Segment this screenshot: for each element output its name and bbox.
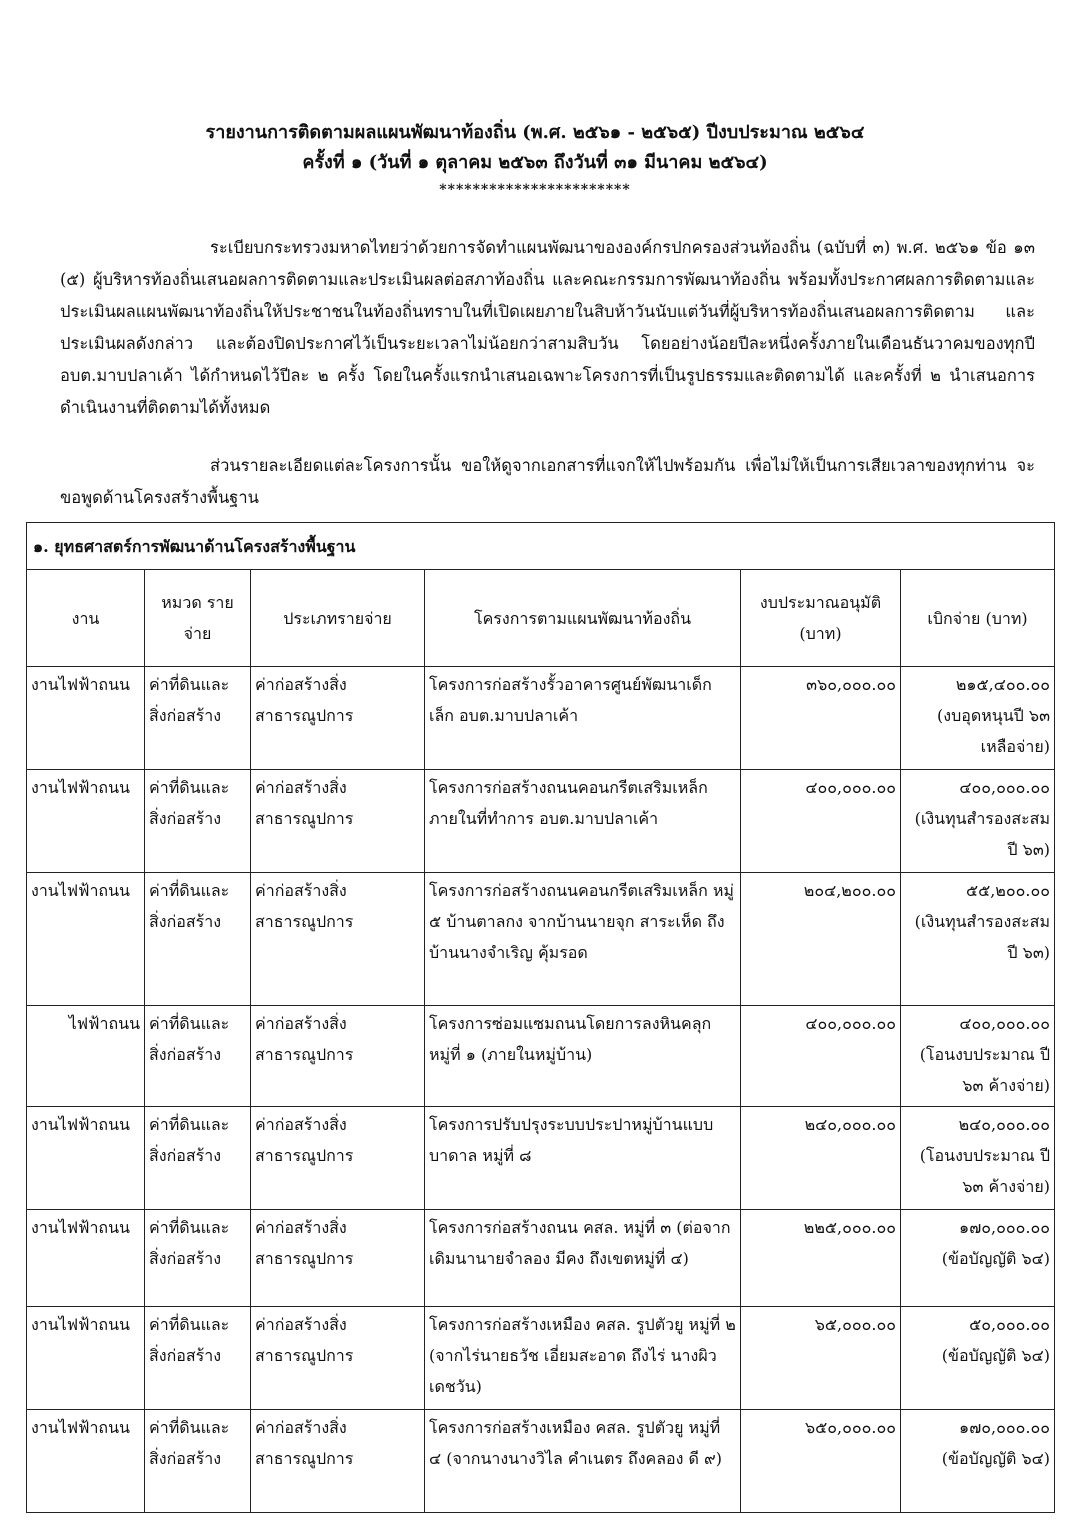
cell-work: งานไฟฟ้าถนน [27,873,145,1006]
cell-type: ค่าก่อสร้างสิ่งสาธารณูปการ [251,1210,425,1307]
disbursed-note: (โอนงบประมาณ ปี ๖๓ ค้างจ่าย) [919,1146,1050,1196]
cell-work: งานไฟฟ้าถนน [27,1307,145,1410]
table-row [27,770,1055,873]
cell-budget: ๒๐๔,๒๐๐.๐๐ [741,873,901,1006]
disbursed-note: (ข้อบัญญัติ ๖๔) [941,1346,1050,1365]
header-category: หมวด รายจ่าย [145,570,251,667]
cell-budget: ๔๐๐,๐๐๐.๐๐ [741,1006,901,1107]
cell-disbursed [901,667,1055,770]
report-header [0,118,1070,202]
intro-paragraph-1-text: ระเบียบกระทรวงมหาดไทยว่าด้วยการจัดทำแผนพัฒนาขององค์กรปกครองส่วนท้องถิ่น (ฉบับที่ ๓) พ.ศ. ๒๕๖๑ ข้อ ๑๓ (๕) ผู้บริหารท้องถิ่นเสนอผลการติดตามและประเมินผลต่อสภาท้องถิ่น และคณะกรรมการพัฒนาท้องถิ่น พร้อมทั้งประกาศผลการติดตามและประเมินผลแผนพัฒนาท้องถิ่นให้ประชาชนในท้องถิ่นทราบในที่เปิดเผยภายในสิบห้าวันนับแต่วันที่ผู้บริหารท้องถิ่นเสนอผลการติดตาม และประเมินผลดังกล่าว และต้องปิดประกาศไว้เป็นระยะเวลาไม่น้อยกว่าสามสิบวัน โดยอย่างน้อยปีละหนึ่งครั้งภายในเดือนธันวาคมของทุกปี อบต.มาบปลาเค้า ได้กำหนดไว้ปีละ ๒ ครั้ง โดยในครั้งแรกนำเสนอเฉพาะโครงการที่เป็นรูปธรรมและติดตามได้ และครั้งที่ ๒ นำเสนอการดำเนินงานที่ติดตามได้ทั้งหมด [60,238,1035,417]
cell-disbursed [901,1307,1055,1410]
cell-category: ค่าที่ดินและสิ่งก่อสร้าง [145,770,251,873]
cell-budget: ๔๐๐,๐๐๐.๐๐ [741,770,901,873]
cell-type: ค่าก่อสร้างสิ่งสาธารณูปการ [251,873,425,1006]
disbursed-amount: ๕๐,๐๐๐.๐๐ [969,1315,1050,1334]
disbursed-note: (โอนงบประมาณ ปี ๖๓ ค้างจ่าย) [919,1045,1050,1095]
cell-disbursed [901,1107,1055,1210]
disbursed-amount: ๕๕,๒๐๐.๐๐ [966,881,1050,900]
table-row [27,1307,1055,1410]
report-period: ครั้งที่ ๑ (วันที่ ๑ ตุลาคม ๒๕๖๓ ถึงวันที่ ๓๑ มีนาคม ๒๕๖๔) [302,152,768,173]
project-table [26,522,1055,1513]
cell-type: ค่าก่อสร้างสิ่งสาธารณูปการ [251,1107,425,1210]
table-row [27,1410,1055,1513]
disbursed-note: (งบอุดหนุนปี ๖๓ เหลือจ่าย) [937,706,1050,756]
cell-project: โครงการก่อสร้างรั้วอาคารศูนย์พัฒนาเด็กเล็ก อบต.มาบปลาเค้า [425,667,741,770]
disbursed-amount: ๒๑๕,๔๐๐.๐๐ [955,675,1050,694]
table-row [27,873,1055,1006]
disbursed-note: (เงินทุนสำรองสะสม ปี ๖๓) [914,809,1050,859]
cell-type: ค่าก่อสร้างสิ่งสาธารณูปการ [251,1307,425,1410]
disbursed-note: (ข้อบัญญัติ ๖๔) [941,1249,1050,1268]
cell-budget: ๖๕,๐๐๐.๐๐ [741,1307,901,1410]
header-project: โครงการตามแผนพัฒนาท้องถิ่น [425,570,741,667]
cell-type: ค่าก่อสร้างสิ่งสาธารณูปการ [251,667,425,770]
table-row [27,1107,1055,1210]
report-title: รายงานการติดตามผลแผนพัฒนาท้องถิ่น (พ.ศ. ๒๕๖๑ - ๒๕๖๕) ปีงบประมาณ ๒๕๖๔ [205,122,865,143]
cell-category: ค่าที่ดินและสิ่งก่อสร้าง [145,667,251,770]
cell-project: โครงการก่อสร้างถนน คสล. หมู่ที่ ๓ (ต่อจากเดิมนานายจำลอง มีคง ถึงเขตหมู่ที่ ๔) [425,1210,741,1307]
cell-category: ค่าที่ดินและสิ่งก่อสร้าง [145,1107,251,1210]
header-type: ประเภทรายจ่าย [251,570,425,667]
cell-work: งานไฟฟ้าถนน [27,667,145,770]
cell-budget: ๒๒๕,๐๐๐.๐๐ [741,1210,901,1307]
cell-budget: ๓๖๐,๐๐๐.๐๐ [741,667,901,770]
cell-budget: ๖๕๐,๐๐๐.๐๐ [741,1410,901,1513]
cell-work: งานไฟฟ้าถนน [27,770,145,873]
section-title: ๑. ยุทธศาสตร์การพัฒนาด้านโครงสร้างพื้นฐาน [27,523,1055,570]
cell-category: ค่าที่ดินและสิ่งก่อสร้าง [145,873,251,1006]
cell-category: ค่าที่ดินและสิ่งก่อสร้าง [145,1210,251,1307]
cell-type: ค่าก่อสร้างสิ่งสาธารณูปการ [251,1410,425,1513]
cell-category: ค่าที่ดินและสิ่งก่อสร้าง [145,1410,251,1513]
cell-project: โครงการก่อสร้างเหมือง คสล. รูปตัวยู หมู่ที่ ๒ (จากไร่นายธวัช เอี่ยมสะอาด ถึงไร่ นางผิว เดชวัน) [425,1307,741,1410]
intro-paragraph-1 [60,232,1035,424]
cell-work: ไฟฟ้าถนน [27,1006,145,1107]
cell-disbursed [901,1410,1055,1513]
cell-project: โครงการปรับปรุงระบบประปาหมู่บ้านแบบบาดาล หมู่ที่ ๘ [425,1107,741,1210]
cell-disbursed [901,770,1055,873]
table-row [27,1006,1055,1107]
cell-disbursed [901,1210,1055,1307]
cell-category: ค่าที่ดินและสิ่งก่อสร้าง [145,1006,251,1107]
cell-type: ค่าก่อสร้างสิ่งสาธารณูปการ [251,770,425,873]
cell-budget: ๒๔๐,๐๐๐.๐๐ [741,1107,901,1210]
cell-work: งานไฟฟ้าถนน [27,1210,145,1307]
disbursed-amount: ๔๐๐,๐๐๐.๐๐ [959,1014,1050,1033]
intro-paragraph-2-text: ส่วนรายละเอียดแต่ละโครงการนั้น ขอให้ดูจากเอกสารที่แจกให้ไปพร้อมกัน เพื่อไม่ให้เป็นการเสียเวลาของทุกท่าน จะขอพูดด้านโครงสร้างพื้นฐาน [60,456,1035,507]
table-row [27,1210,1055,1307]
disbursed-note: (ข้อบัญญัติ ๖๔) [941,1449,1050,1468]
disbursed-amount: ๑๗๐,๐๐๐.๐๐ [959,1218,1050,1237]
disbursed-amount: ๑๗๐,๐๐๐.๐๐ [959,1418,1050,1437]
disbursed-amount: ๔๐๐,๐๐๐.๐๐ [959,778,1050,797]
cell-project: โครงการก่อสร้างถนนคอนกรีตเสริมเหล็กภายในที่ทำการ อบต.มาบปลาเค้า [425,770,741,873]
header-disbursed: เบิกจ่าย (บาท) [901,570,1055,667]
cell-project: โครงการก่อสร้างถนนคอนกรีตเสริมเหล็ก หมู่ ๕ บ้านตาลกง จากบ้านนายจุก สาระเห็ด ถึงบ้านนางจำเริญ คุ้มรอด [425,873,741,1006]
table-row [27,667,1055,770]
cell-project: โครงการก่อสร้างเหมือง คสล. รูปตัวยู หมู่ที่ ๔ (จากนางนางวิไล คำเนตร ถึงคลอง ดี ๙) [425,1410,741,1513]
header-budget: งบประมาณอนุมัติ (บาท) [741,570,901,667]
cell-disbursed [901,873,1055,1006]
header-work: งาน [27,570,145,667]
header-separator: *********************** [439,182,631,198]
disbursed-note: (เงินทุนสำรองสะสม ปี ๖๓) [914,912,1050,962]
cell-type: ค่าก่อสร้างสิ่งสาธารณูปการ [251,1006,425,1107]
intro-paragraph-2 [60,450,1035,514]
cell-disbursed [901,1006,1055,1107]
cell-work: งานไฟฟ้าถนน [27,1107,145,1210]
cell-category: ค่าที่ดินและสิ่งก่อสร้าง [145,1307,251,1410]
table-header-row [27,570,1055,667]
cell-project: โครงการซ่อมแซมถนนโดยการลงหินคลุก หมู่ที่ ๑ (ภายในหมู่บ้าน) [425,1006,741,1107]
disbursed-amount: ๒๔๐,๐๐๐.๐๐ [958,1115,1050,1134]
cell-work: งานไฟฟ้าถนน [27,1410,145,1513]
